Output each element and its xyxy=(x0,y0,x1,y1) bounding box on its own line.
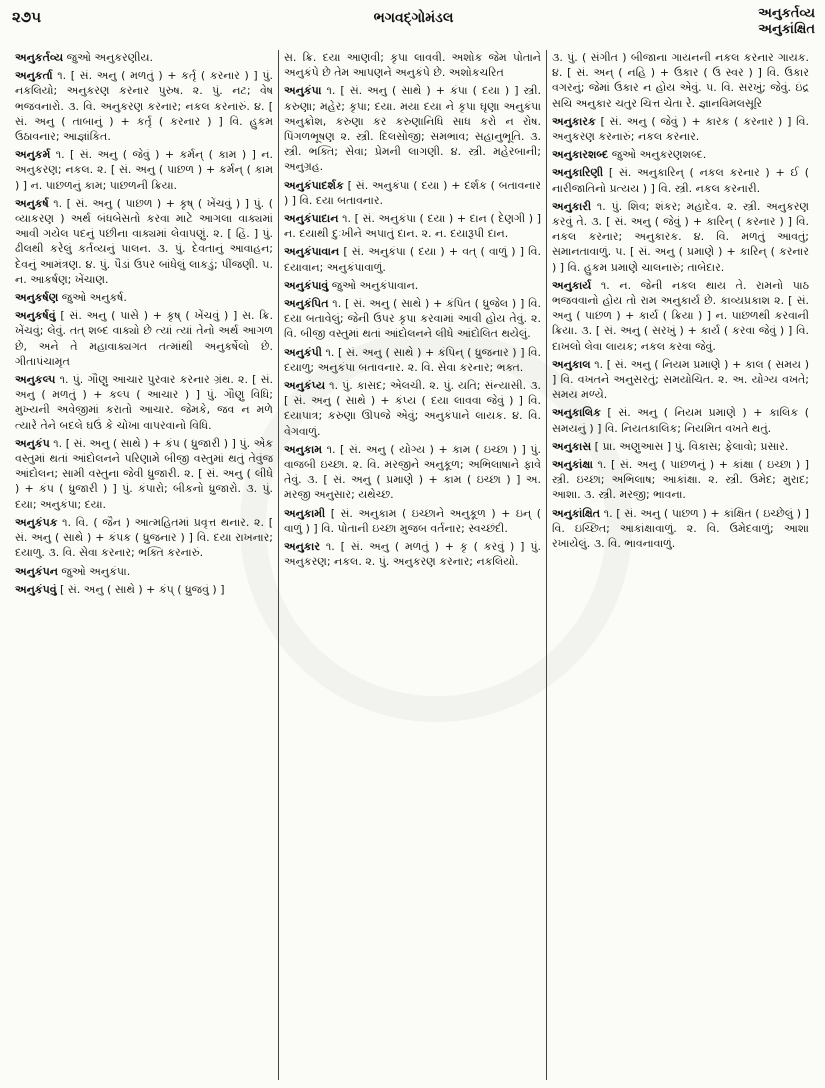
entry-definition: ૧. [ સં. અનુ ( સાથે ) + કંપિન્ ( ધ્રુજનાર ) ] વિ. દયાળુ; અનુકંપા બતાવનાર. ૨. વિ. સેવા કરનાર; ભક્ત. xyxy=(284,345,541,374)
entry-headword: અનુકર્ષણ xyxy=(15,291,59,305)
column-2 xyxy=(278,50,546,1080)
entry-definition: ૧. [ સં. અનુ ( પાછળ ) + કાંક્ષિત ( ઇચ્છેલું ) ] વિ. ઇચ્છિત; આકાંક્ષાવાળું. ૨. વિ. ઉમેદવાળું; આશા રખાયેલું. ૩. વિ. ભાવનાવાળું. xyxy=(552,506,809,551)
column-3 xyxy=(546,50,814,1080)
dictionary-entry xyxy=(552,50,809,111)
dictionary-entry xyxy=(15,515,273,561)
entry-definition: ૧. [ સં. અનુ ( સાથે ) + કંપા ( દયા ) ] સ્ત્રી. કરુણા; મહેર; કૃપા; દયા. મયા દયા ને કૃપા ઘૃણા અનુકંપા અનુક્રોશ, કરુણા કર કરુણાનિધિ સાધ કરો ન રોષ. પિંગળભૂષણ ૨. સ્ત્રી. દિલસોજી; સમભાવ; સહાનુભૂતિ. ૩. સ્ત્રી. ભક્તિ; સેવા; પ્રેમની લાગણી. ૪. સ્ત્રી. મહેરબાની; અનુગ્રહ. xyxy=(284,84,541,174)
entry-headword: અનુકંપાદાન xyxy=(284,212,339,226)
entry-definition: [ સં. અનુકંપા ( દયા ) + વત્ ( વાળું ) ] વિ. દયાવાન; અનુકંપાવાળું. xyxy=(284,245,541,274)
entry-definition: જુઓ અનુકંપાવાન. xyxy=(328,278,419,292)
entry-headword: અનુકંપવું xyxy=(15,582,57,596)
entry-definition: ૧. પું. ગૌણુ આચાર પુરવાર કરનાર ગ્રંથ. ૨. [ સં. અનુ ( મળતું ) + કલ્પ ( આચાર ) ] પું. ગૌણુ વિધિ; મુખ્યની અવેજીમાં કરાતો આચાર. જેમકે, જવ ન મળે ત્યારે તેને બદલે ઘઉં કે ચોખા વાપરવાનો વિધિ. xyxy=(15,373,273,432)
entry-headword: અનુકંપા xyxy=(284,84,322,98)
entry-headword: અનુકાંક્ષિત xyxy=(552,506,601,520)
entry-headword: અનુકંપાવાન xyxy=(284,245,340,259)
dictionary-entry xyxy=(15,196,273,287)
entry-definition: ૧. [ સં. અનુ ( યોગ્ય ) + કામ ( ઇચ્છા ) ] પું. વાજબી ઇચ્છા. ૨. વિ. મરજીને અનુકૂળ; અભિલાષાને ફાવે તેવું. ૩. [ સં. અનુ ( પ્રમાણે ) + કામ ( ઇચ્છા ) ] અ. મરજી અનુસાર; યથેચ્છ. xyxy=(284,442,541,502)
page-number: ૨૭૫ xyxy=(12,8,42,26)
dictionary-entry xyxy=(552,114,809,144)
guide-word-last: અનુકાંક્ષિત xyxy=(758,22,815,37)
dictionary-entry xyxy=(15,68,273,144)
dictionary-entry xyxy=(284,278,541,293)
dictionary-columns xyxy=(10,50,816,1080)
entry-definition: [ સં. અનુ ( નિયમ પ્રમાણે ) + કાલિક ( સમયનું ) ] વિ. નિયતકાલિક; નિયમિત વખતે થતું. xyxy=(552,406,809,435)
page-header xyxy=(12,6,815,46)
entry-headword: અનુકર્મ xyxy=(15,148,51,162)
entry-definition: ૧. પું. શિવ; શંકર; મહાદેવ. ૨. સ્ત્રી. અનુકરણ કરવું તે. ૩. [ સં. અનુ ( જેવું ) + કારિન્ ( કરનાર ) ] વિ. નકલ કરનાર; અનુકારક. ૪. વિ. મળતું આવતું; સમાનતાવાળું. ૫. [ સં. અનુ ( પ્રમાણે ) + કારિન્ ( કરનાર ) ] વિ. હુકમ પ્રમાણે ચાલનારું; તાબેદાર. xyxy=(552,199,809,274)
dictionary-entry xyxy=(15,564,273,579)
column-1 xyxy=(10,50,278,1080)
entry-headword: અનુકારિણી xyxy=(552,166,604,180)
entry-headword: અનુકર્તા xyxy=(15,69,53,83)
entry-definition: ૧. [ સં. અનુ ( જેવું ) + કર્મન્ ( કામ ) ] ન. અનુકરણ; નકલ. ૨. [ સં. અનુ ( પાછળ ) + કર્મન્ ( કામ ) ] ન. પાછળનું કામ; પાછળની ક્રિયા. xyxy=(15,148,273,192)
dictionary-entry xyxy=(552,199,809,275)
dictionary-entry xyxy=(284,296,541,342)
entry-headword: અનુકર્ષવું xyxy=(15,309,56,323)
dictionary-entry xyxy=(552,439,809,454)
entry-definition: ૧. [ સં. અનુ ( પાછળ ) + કૃષ્ ( ખેંચવું ) ] પું. ( વ્યાકરણ ) અર્થ બંધબેસતો કરવા માટે આગલા વાક્યમાં આવી ગયેલ પદનું પછીના વાક્યમાં લેવાપણું. ૨. [ હિં. ] પું. ઢીલથી કરેલું કર્તવ્યનું પાલન. ૩. પું. દેવતાનું આવાહન; દેવનું આમંત્રણ. ૪. પું. પૈડાં ઉપર બાંધેલું લાકડું; પીંજણી. ૫. ન. આકર્ષણ; ખેંચાણ. xyxy=(15,196,273,286)
dictionary-entry xyxy=(284,178,541,208)
entry-definition: જુઓ અનુકરણશબ્દ. xyxy=(608,148,707,162)
entry-headword: અનુકારી xyxy=(552,199,592,213)
dictionary-entry xyxy=(15,308,273,369)
dictionary-entry xyxy=(284,50,541,80)
dictionary-entry xyxy=(15,50,273,65)
entry-headword: અનુકંપ્ય xyxy=(284,379,326,393)
entry-definition: ૧. પું. કાસદ; એલચી. ૨. પું. યતિ; સંન્યાસી. ૩. [ સં. અનુ ( સાથે ) + કંપ્ય ( દયા લાવવા જેવું ) ] વિ. દયાપાત્ર; કરુણા ઊપજે એવું; અનુકંપાને લાયક. ૪. વિ. વેગવાળું. xyxy=(284,379,541,438)
entry-definition: [ સં. અનુકંપા ( દયા ) + દર્શક ( બતાવનાર ) ] વિ. દયા બતાવનાર. xyxy=(284,178,541,207)
entry-headword: અનુકંપક xyxy=(15,515,58,529)
dictionary-entry xyxy=(552,357,809,403)
dictionary-entry xyxy=(284,211,541,241)
entry-definition: ૧. [ સં. અનુ ( સાથે ) + કંપિત ( ધ્રુજેલ ) ] વિ. દયા બતાવેલું; જેની ઉપર કૃપા કરવામાં આવી હોય તેવું. ૨. વિ. બીજી વસ્તુમાં થતાં આંદોલનને લીધે આંદોલિત થયેલું. xyxy=(284,297,541,341)
dictionary-entry xyxy=(15,290,273,305)
dictionary-entry xyxy=(552,147,809,162)
entry-headword: અનુકંપી xyxy=(284,345,322,359)
entry-definition: જુઓ અનુકર્ષ. xyxy=(58,291,127,305)
entry-definition: ૧. [ સં. અનુ ( મળતું ) + કર્તૃ ( કરનાર ) ] પું. નકલિયો; અનુકરણ કરનાર પુરુષ. ૨. પું. નટ; વેષ ભજવનારો. ૩. વિ. અનુકરણ કરનાર; નકલ કરનારું. ૪. [ સં. અનુ ( તાબાનું ) + કર્તૃ ( કરનાર ) ] વિ. હુકમ ઉઠાવનાર; આજ્ઞાંકિત. xyxy=(15,69,273,144)
entry-definition: જુઓ અનુકંપા. xyxy=(57,564,131,578)
entry-definition: [ પ્રા. અણુઆસ ] પું. વિકાસ; ફેલાવો; પ્રસાર. xyxy=(591,439,789,453)
entry-headword: અનુકર્ષ xyxy=(15,196,49,210)
entry-headword: અનુકાલ xyxy=(552,357,591,371)
entry-definition: સ. ક્રિ. દયા આણવી; કૃપા લાવવી. અશોક જેમ પોતાને અનુકંપે છે તેમ આપણને અનુકંપે છે. અશોકચરિત xyxy=(284,51,541,80)
dictionary-entry xyxy=(284,539,541,569)
entry-headword: અનુકંપ xyxy=(15,436,50,450)
entry-headword: અનુકામ xyxy=(284,442,323,456)
entry-definition: જુઓ અનુકરણીય. xyxy=(63,51,153,64)
page-title: ભગવદ્ગોમંડલ xyxy=(373,10,454,26)
entry-definition: ૧. [ સં. અનુ ( પાછળનું ) + કાંક્ષા ( ઇચ્છા ) ] સ્ત્રી. ઇચ્છા; અભિલાષ; આકાંક્ષા. ૨. સ્ત્રી. ઉમેદ; મુરાદ; આશા. ૩. સ્ત્રી. મરજી; ભાવના. xyxy=(552,458,809,502)
entry-headword: અનુકાલિક xyxy=(552,406,601,420)
entry-definition: [ સં. અનુ ( સાથે ) + કંપ્ ( ધ્રુજવું ) ] xyxy=(56,582,225,596)
entry-headword: અનુકંપિત xyxy=(284,297,329,311)
entry-headword: અનુકાર્ય xyxy=(552,278,592,292)
entry-headword: અનુકલ્પ xyxy=(15,373,56,387)
entry-definition: [ સં. અનુ ( પાસે ) + કૃષ્ ( ખેંચવું ) ] સ. ક્રિ. ખેંચવું; લેવું. તત્ શબ્દ વાક્યો છે ત્યાં ત્યાં તેનો અર્થ આગળ છે, અને તે મહાવાક્યગત તત્માંથી અનુકર્ષેલો છે. ગીતાપંચામૃત xyxy=(15,309,273,368)
dictionary-entry xyxy=(284,244,541,274)
dictionary-entry xyxy=(552,405,809,435)
entry-headword: અનુકામી xyxy=(284,506,326,520)
entry-headword: અનુકર્તવ્ય xyxy=(15,51,64,64)
dictionary-entry xyxy=(552,457,809,503)
entry-headword: અનુકાંક્ષા xyxy=(552,458,593,472)
entry-headword: અનુકારક xyxy=(552,114,596,128)
dictionary-entry xyxy=(284,378,541,439)
entry-definition: [ સં. અનુ ( જેવું ) + કારક ( કરનાર ) ] વિ. અનુકરણ કરનારું; નકલ કરનાર. xyxy=(552,114,809,144)
dictionary-entry xyxy=(15,147,273,193)
guide-words xyxy=(758,6,815,38)
dictionary-entry xyxy=(15,582,273,597)
entry-definition: [ સં. અનુકારિન્ ( નકલ કરનાર ) + ઈ ( નારીજાતિનો પ્રત્યય ) ] વિ. સ્ત્રી. નકલ કરનારી. xyxy=(552,166,809,195)
dictionary-entry xyxy=(284,83,541,174)
entry-definition: [ સં. અનુકામ ( ઇચ્છાને અનુકૂળ ) + ઇન્ ( વાળું ) ] વિ. પોતાની ઇચ્છા મુજબ વર્તનાર; સ્વચ્છંદી. xyxy=(284,506,541,535)
entry-headword: અનુકાર xyxy=(284,540,320,554)
entry-definition: ૧. [ સં. અનુ ( નિયમ પ્રમાણે ) + કાલ ( સમય ) ] વિ. વખતને અનુસરતું; સમયોચિત. ૨. અ. યોગ્ય વખતે; સમય મળ્યે. xyxy=(552,357,809,402)
guide-word-first: અનુકર્તવ્ય xyxy=(758,6,815,21)
entry-headword: અનુકંપન xyxy=(15,564,58,578)
dictionary-entry xyxy=(552,165,809,195)
entry-definition: ૩. પું. ( સંગીત ) બીજાના ગાયનની નકલ કરનાર ગાયક. ૪. [ સં. અન્ ( નહિ ) + ઉકાર ( ઉ સ્વર ) ] વિ. ઉકાર વગરનું; જેમાં ઉકાર ન હોય એવું. ૫. વિ. સરખું; જેવું. ઇંદ્ર સચિ અનુકાર ચતુર ચિત્ત ચેતા રે. જ્ઞાનવિમલસૂરિ xyxy=(552,51,809,110)
dictionary-entry xyxy=(284,345,541,375)
entry-definition: ૧. વિ. ( જૈન ) આત્મહિતમાં પ્રવૃત્ત થનાર. ૨. [ સં. અનુ ( સાથે ) + કંપક ( ધ્રુજનાર ) ] વિ. દયા રાખનાર; દયાળુ. ૩. વિ. સેવા કરનાર; ભક્તિ કરનારું. xyxy=(15,515,273,560)
dictionary-entry xyxy=(284,506,541,536)
dictionary-entry xyxy=(15,436,273,512)
dictionary-entry xyxy=(552,278,809,354)
dictionary-entry xyxy=(15,372,273,433)
dictionary-entry xyxy=(552,506,809,552)
entry-headword: અનુકાસ xyxy=(552,439,592,453)
entry-headword: અનુકારશબ્દ xyxy=(552,148,609,162)
entry-headword: અનુકંપાદર્શક xyxy=(284,178,344,192)
dictionary-entry xyxy=(284,442,541,503)
entry-headword: અનુકંપાવું xyxy=(284,278,329,292)
entry-definition: ૧. ન. જેની નકલ થાય તે. રામનો પાઠ ભજવવાનો હોય તો રામ અનુકાર્ય છે. કાવ્યપ્રકાશ ૨. [ સં. અનુ ( પાછળ ) + કાર્ય ( ક્રિયા ) ] ન. પાછળથી કરવાની ક્રિયા. ૩. [ સં. અનુ ( સરખું ) + કાર્ય ( કરવા જેવું ) ] વિ. દાખલો લેવા લાયક; નકલ કરવા જેવું. xyxy=(552,278,809,353)
entry-definition: ૧. [ સં. અનુ ( સાથે ) + કંપ ( ધ્રુજારી ) ] પું. એક વસ્તુમાં થતાં આંદોલનને પરિણામે બીજી વસ્તુમાં થતું તેવુંજ આંદોલન; સામી વસ્તુના જેવી ધ્રુજારી. ૨. [ સં. અનુ ( લીધે ) + કંપ ( ધ્રુજારી ) ] પું. કંપારો; બીકનો ધ્રુજારો. ૩. પું. દયા; અનુકંપા; દયા. xyxy=(15,436,273,511)
entry-definition: ૧. [ સં. અનુકંપા ( દયા ) + દાન ( દેણગી ) ] ન. દયાથી દુઃખીને અપાતું દાન. ૨. ન. દયારૂપી દાન. xyxy=(284,212,541,241)
entry-definition: ૧. [ સં. અનુ ( મળતું ) + કૃ ( કરવું ) ] પું. અનુકરણ; નકલ. ૨. પું. અનુકરણ કરનાર; નકલિયો. xyxy=(284,540,541,569)
